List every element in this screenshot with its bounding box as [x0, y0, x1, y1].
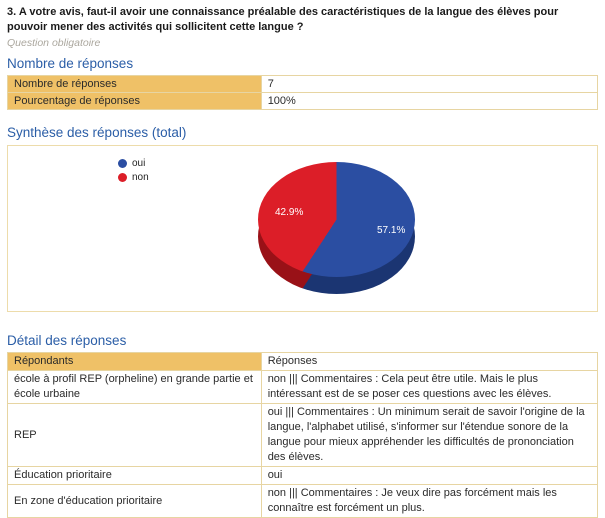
table-row	[8, 76, 598, 93]
respondent-cell: En zone d'éducation prioritaire	[8, 485, 262, 518]
legend-label-oui: oui	[132, 157, 146, 169]
response-cell: oui ||| Commentaires : Un minimum serait de savoir l'origine de la langue, l'alphabet utilisé, s'informer sur l'étendue sonore de la langue pour mieux appréhender les difficultés de prononciation des élèves.	[261, 404, 597, 467]
question-title: 3. A votre avis, faut-il avoir une connaissance préalable des caractéristiques de la langue des élèves pour pouvoir mener des activités qui sollicitent cette langue ?	[7, 6, 559, 33]
response-cell: oui	[261, 467, 597, 485]
percentage-label: Pourcentage de réponses	[8, 93, 262, 110]
details-table	[7, 352, 598, 518]
synthesis-heading: Synthèse des réponses (total)	[7, 125, 187, 140]
legend-dot-oui-icon	[118, 159, 127, 168]
legend-dot-non-icon	[118, 173, 127, 182]
legend-label-non: non	[132, 171, 149, 183]
pie-slice-label-non: 42.9%	[275, 207, 304, 218]
response-cell: non ||| Commentaires : Cela peut être utile. Mais le plus intéressant est de se poser ces questions avec les élèves.	[261, 371, 597, 404]
pie-chart-panel	[7, 145, 598, 312]
percentage-value: 100%	[261, 93, 597, 110]
respondent-cell: Éducation prioritaire	[8, 467, 262, 485]
chart-legend	[118, 156, 149, 184]
pie-chart	[258, 162, 415, 294]
table-row	[8, 371, 598, 404]
table-row	[8, 93, 598, 110]
count-label: Nombre de réponses	[8, 76, 262, 93]
details-heading: Détail des réponses	[7, 333, 127, 348]
table-row	[8, 485, 598, 518]
response-cell: non ||| Commentaires : Je veux dire pas forcément mais les connaître est forcément un plus.	[261, 485, 597, 518]
question-mandatory-note: Question obligatoire	[7, 37, 101, 49]
count-value: 7	[261, 76, 597, 93]
table-row	[8, 467, 598, 485]
respondent-cell: REP	[8, 404, 262, 467]
column-header-responses: Réponses	[261, 353, 597, 371]
counts-heading: Nombre de réponses	[7, 56, 134, 71]
counts-table	[7, 75, 598, 110]
legend-item-oui	[118, 156, 149, 170]
column-header-respondents: Répondants	[8, 353, 262, 371]
pie-top-layer	[258, 162, 415, 277]
pie-slice-label-oui: 57.1%	[377, 225, 406, 236]
table-header-row	[8, 353, 598, 371]
legend-item-non	[118, 170, 149, 184]
table-row	[8, 404, 598, 467]
respondent-cell: école à profil REP (orpheline) en grande partie et école urbaine	[8, 371, 262, 404]
